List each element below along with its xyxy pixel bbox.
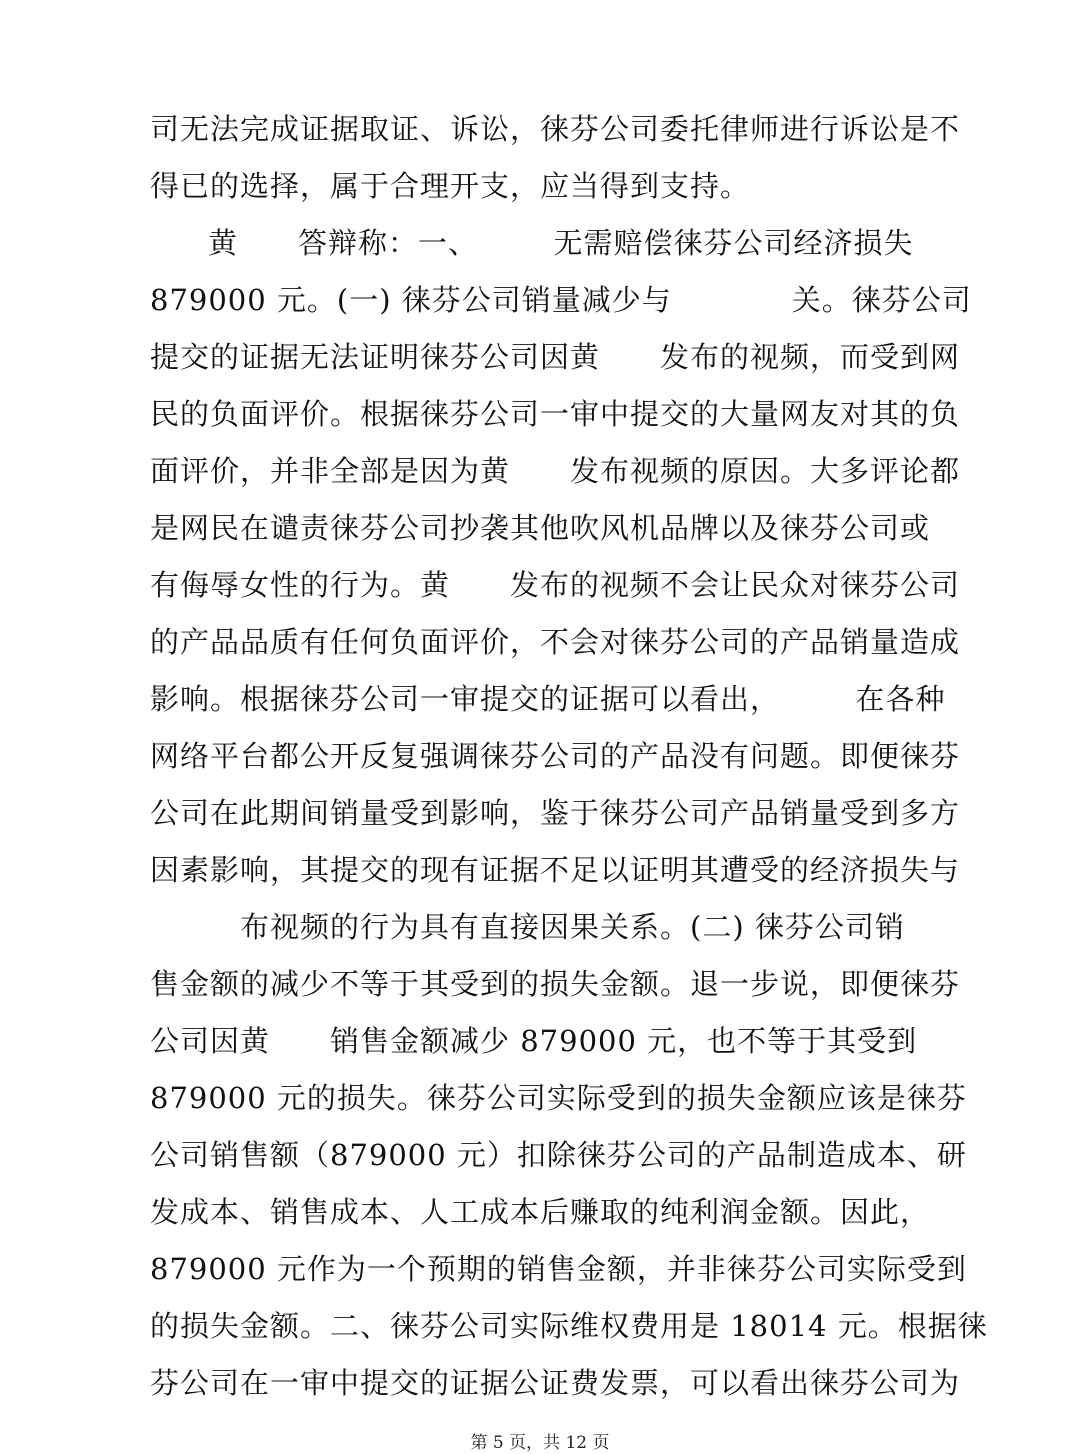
- text-line-18: 879000 元的损失。徕芬公司实际受到的损失金额应该是徕芬: [150, 1081, 967, 1115]
- page-number-footer: 第 5 页，共 12 页: [470, 1433, 610, 1453]
- text-line-2: 得已的选择，属于合理开支，应当得到支持。: [150, 169, 751, 203]
- text-line-8: 是网民在谴责徕芬公司抄袭其他吹风机品牌以及徕芬公司或: [150, 511, 931, 545]
- text-line-1: 司无法完成证据取证、诉讼，徕芬公司委托律师进行诉讼是不: [150, 112, 961, 146]
- text-line-5: 提交的证据无法证明徕芬公司因黄 发布的视频，而受到网: [150, 340, 961, 374]
- text-line-4: 879000 元。(一) 徕芬公司销量减少与 关。徕芬公司: [150, 283, 972, 317]
- text-line-14: 因素影响，其提交的现有证据不足以证明其遭受的经济损失与: [150, 853, 961, 887]
- text-line-15: 布视频的行为具有直接因果关系。(二) 徕芬公司销: [150, 910, 905, 944]
- text-line-19: 公司销售额（879000 元）扣除徕芬公司的产品制造成本、研: [150, 1138, 967, 1172]
- text-line-3: 黄 答辩称：一、 无需赔偿徕芬公司经济损失: [208, 226, 914, 260]
- text-line-23: 芬公司在一审中提交的证据公证费发票，可以看出徕芬公司为: [150, 1366, 961, 1400]
- text-line-22: 的损失金额。二、徕芬公司实际维权费用是 18014 元。根据徕: [150, 1309, 988, 1343]
- text-line-21: 879000 元作为一个预期的销售金额，并非徕芬公司实际受到: [150, 1252, 967, 1286]
- text-line-20: 发成本、销售成本、人工成本后赚取的纯利润金额。因此，: [150, 1195, 931, 1229]
- text-line-10: 的产品品质有任何负面评价，不会对徕芬公司的产品销量造成: [150, 625, 961, 659]
- text-line-17: 公司因黄 销售金额减少 879000 元，也不等于其受到: [150, 1024, 918, 1058]
- text-line-13: 公司在此期间销量受到影响，鉴于徕芬公司产品销量受到多方: [150, 796, 961, 830]
- text-line-6: 民的负面评价。根据徕芬公司一审中提交的大量网友对其的负: [150, 397, 961, 431]
- text-line-9: 有侮辱女性的行为。黄 发布的视频不会让民众对徕芬公司: [150, 568, 961, 602]
- text-line-12: 网络平台都公开反复强调徕芬公司的产品没有问题。即便徕芬: [150, 739, 961, 773]
- text-line-7: 面评价，并非全部是因为黄 发布视频的原因。大多评论都: [150, 454, 961, 488]
- text-line-16: 售金额的减少不等于其受到的损失金额。退一步说，即便徕芬: [150, 967, 961, 1001]
- text-line-11: 影响。根据徕芬公司一审提交的证据可以看出， 在各种: [150, 682, 946, 716]
